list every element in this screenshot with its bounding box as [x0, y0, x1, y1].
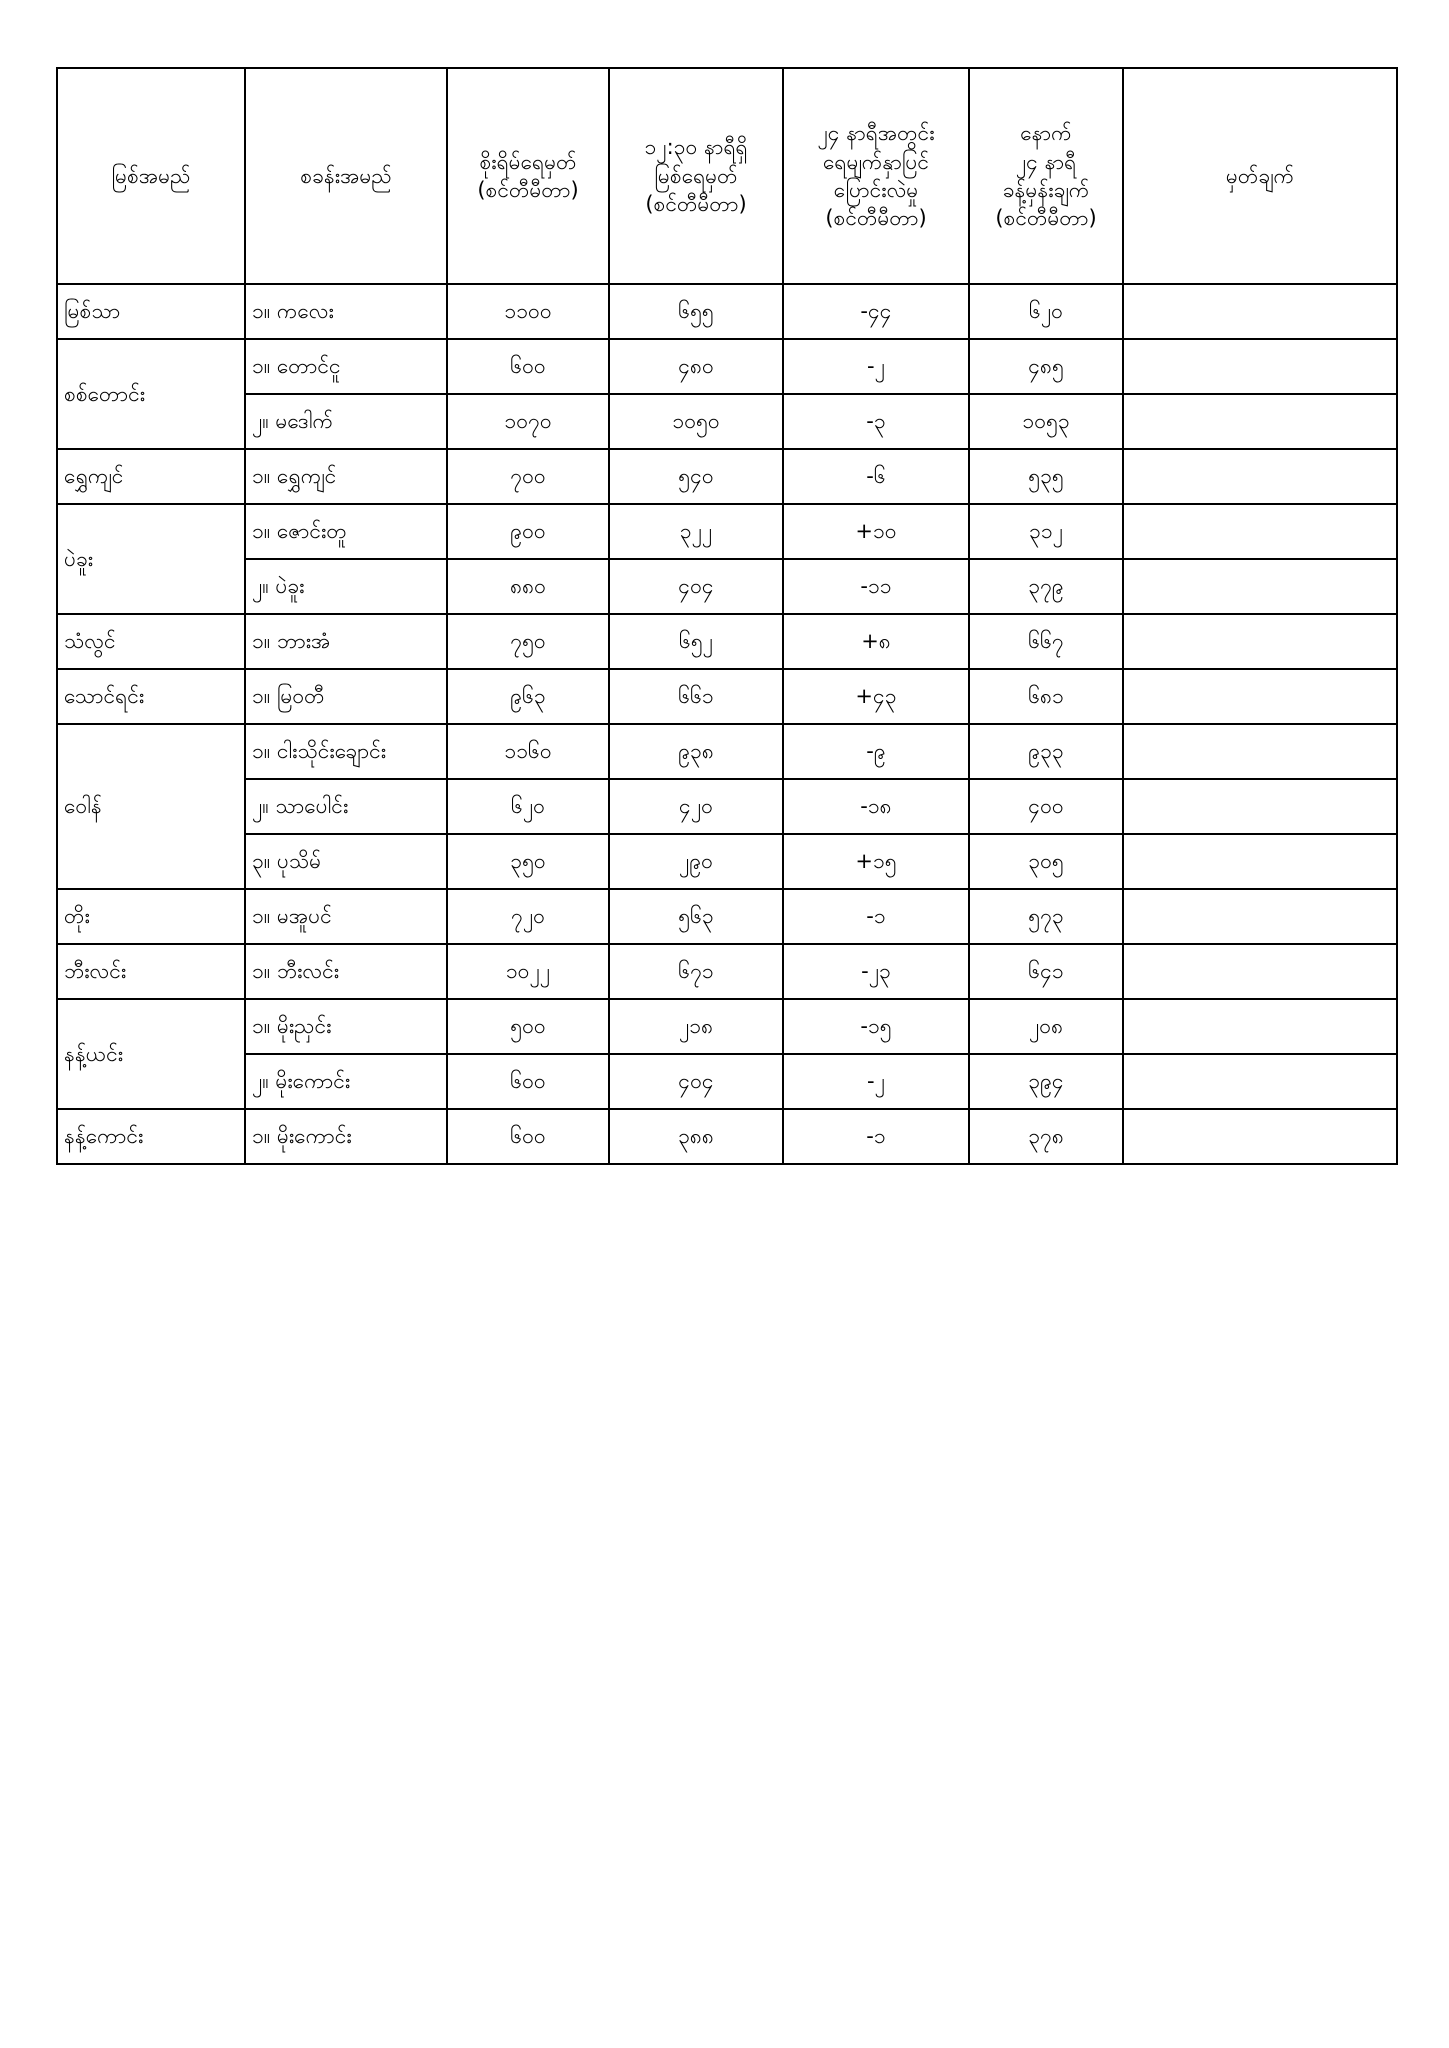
danger-level: ၉၆၃	[447, 669, 609, 724]
forecast-level: ၆၈၁	[969, 669, 1123, 724]
remark	[1123, 394, 1397, 449]
station-name: ၁။ ဘီးလင်း	[245, 944, 447, 999]
table-row	[57, 669, 1397, 724]
station-name: ၁။ ဇောင်းတူ	[245, 504, 447, 559]
river-name: ဝေါန်	[57, 724, 245, 889]
danger-level: ၁၁၆၀	[447, 724, 609, 779]
current-level: ၅၆၃	[609, 889, 783, 944]
table-row	[57, 1054, 1397, 1109]
table-row	[57, 724, 1397, 779]
station-name: ၂။ သာပေါင်း	[245, 779, 447, 834]
remark	[1123, 889, 1397, 944]
level-change: -၂	[783, 1054, 969, 1109]
station-name: ၁။ ကလေး	[245, 284, 447, 339]
river-name: သောင်ရင်း	[57, 669, 245, 724]
remark	[1123, 999, 1397, 1054]
table-row	[57, 1109, 1397, 1164]
station-name: ၁။ တောင်ငူ	[245, 339, 447, 394]
remark	[1123, 1054, 1397, 1109]
forecast-level: ၃၇၉	[969, 559, 1123, 614]
table-row	[57, 614, 1397, 669]
header-station: စခန်းအမည်	[245, 68, 447, 284]
level-change: -၃	[783, 394, 969, 449]
level-change: -၁၈	[783, 779, 969, 834]
forecast-level: ၆၄၁	[969, 944, 1123, 999]
remark	[1123, 779, 1397, 834]
remark	[1123, 834, 1397, 889]
current-level: ၄၀၄	[609, 1054, 783, 1109]
forecast-level: ၆၂၀	[969, 284, 1123, 339]
table-row	[57, 889, 1397, 944]
level-change: -၁၁	[783, 559, 969, 614]
current-level: ၂၉၀	[609, 834, 783, 889]
table-row	[57, 339, 1397, 394]
danger-level: ၆၀၀	[447, 1054, 609, 1109]
station-name: ၁။ ဘားအံ	[245, 614, 447, 669]
river-level-table	[56, 67, 1398, 1165]
remark	[1123, 449, 1397, 504]
level-change: -၁	[783, 1109, 969, 1164]
danger-level: ၈၈၀	[447, 559, 609, 614]
header-danger-level: စိုးရိမ်ရေမှတ် (စင်တီမီတာ)	[447, 68, 609, 284]
station-name: ၁။ မိုးညှင်း	[245, 999, 447, 1054]
table-row	[57, 449, 1397, 504]
river-name: ရွှေကျင်	[57, 449, 245, 504]
forecast-level: ၃၁၂	[969, 504, 1123, 559]
current-level: ၄၀၄	[609, 559, 783, 614]
danger-level: ၁၀၂၂	[447, 944, 609, 999]
current-level: ၆၆၁	[609, 669, 783, 724]
danger-level: ၅၀၀	[447, 999, 609, 1054]
forecast-level: ၅၃၅	[969, 449, 1123, 504]
station-name: ၁။ ငါးသိုင်းချောင်း	[245, 724, 447, 779]
forecast-level: ၄၀၀	[969, 779, 1123, 834]
level-change: -၁	[783, 889, 969, 944]
remark	[1123, 339, 1397, 394]
danger-level: ၆၂၀	[447, 779, 609, 834]
remark	[1123, 944, 1397, 999]
current-level: ၂၁၈	[609, 999, 783, 1054]
station-name: ၁။ မြဝတီ	[245, 669, 447, 724]
table-row	[57, 504, 1397, 559]
forecast-level: ၂၀၈	[969, 999, 1123, 1054]
header-24h-forecast: နောက် ၂၄ နာရီ ခန့်မှန်းချက် (စင်တီမီတာ)	[969, 68, 1123, 284]
level-change: -၁၅	[783, 999, 969, 1054]
current-level: ၃၂၂	[609, 504, 783, 559]
current-level: ၅၄၀	[609, 449, 783, 504]
forecast-level: ၆၆၇	[969, 614, 1123, 669]
forecast-level: ၃၉၄	[969, 1054, 1123, 1109]
level-change: +၄၃	[783, 669, 969, 724]
table-row	[57, 559, 1397, 614]
station-name: ၁။ မအူပင်	[245, 889, 447, 944]
danger-level: ၁၁၀၀	[447, 284, 609, 339]
station-name: ၁။ ရွှေကျင်	[245, 449, 447, 504]
table-row	[57, 944, 1397, 999]
remark	[1123, 669, 1397, 724]
remark	[1123, 614, 1397, 669]
forecast-level: ၅၇၃	[969, 889, 1123, 944]
danger-level: ၇၂၀	[447, 889, 609, 944]
remark	[1123, 724, 1397, 779]
remark	[1123, 284, 1397, 339]
forecast-level: ၃၀၅	[969, 834, 1123, 889]
level-change: +၁၅	[783, 834, 969, 889]
table-row	[57, 999, 1397, 1054]
danger-level: ၃၅၀	[447, 834, 609, 889]
river-name: သံလွင်	[57, 614, 245, 669]
level-change: -၄၄	[783, 284, 969, 339]
remark	[1123, 504, 1397, 559]
station-name: ၂။ မိုးကောင်း	[245, 1054, 447, 1109]
river-name: ပဲခူး	[57, 504, 245, 614]
danger-level: ၆၀၀	[447, 1109, 609, 1164]
remark	[1123, 559, 1397, 614]
header-river: မြစ်အမည်	[57, 68, 245, 284]
header-24h-change: ၂၄ နာရီအတွင်း ရေမျက်နှာပြင် ပြောင်းလဲမှု (စင်တီမီတာ)	[783, 68, 969, 284]
current-level: ၆၅၂	[609, 614, 783, 669]
current-level: ၆၅၅	[609, 284, 783, 339]
danger-level: ၆၀၀	[447, 339, 609, 394]
current-level: ၄၈၀	[609, 339, 783, 394]
level-change: -၂	[783, 339, 969, 394]
station-name: ၂။ မဒေါက်	[245, 394, 447, 449]
current-level: ၆၇၁	[609, 944, 783, 999]
level-change: +၁၀	[783, 504, 969, 559]
river-name: စစ်တောင်း	[57, 339, 245, 449]
station-name: ၁။ မိုးကောင်း	[245, 1109, 447, 1164]
danger-level: ၇၀၀	[447, 449, 609, 504]
river-name: ဘီးလင်း	[57, 944, 245, 999]
river-name: နန့်ကောင်း	[57, 1109, 245, 1164]
table-row	[57, 284, 1397, 339]
table-row	[57, 779, 1397, 834]
header-remarks: မှတ်ချက်	[1123, 68, 1397, 284]
current-level: ၁၀၅၀	[609, 394, 783, 449]
danger-level: ၇၅၀	[447, 614, 609, 669]
forecast-level: ၁၀၅၃	[969, 394, 1123, 449]
level-change: -၉	[783, 724, 969, 779]
header-current-level: ၁၂:၃၀ နာရီရှိ မြစ်ရေမှတ် (စင်တီမီတာ)	[609, 68, 783, 284]
forecast-level: ၄၈၅	[969, 339, 1123, 394]
current-level: ၉၃၈	[609, 724, 783, 779]
remark	[1123, 1109, 1397, 1164]
level-change: +၈	[783, 614, 969, 669]
current-level: ၃၈၈	[609, 1109, 783, 1164]
table-row	[57, 834, 1397, 889]
river-name: တိုး	[57, 889, 245, 944]
forecast-level: ၉၃၃	[969, 724, 1123, 779]
river-name: နန့်ယင်း	[57, 999, 245, 1109]
station-name: ၂။ ပဲခူး	[245, 559, 447, 614]
danger-level: ၁၀၇၀	[447, 394, 609, 449]
table-row	[57, 394, 1397, 449]
forecast-level: ၃၇၈	[969, 1109, 1123, 1164]
current-level: ၄၂၀	[609, 779, 783, 834]
header-row	[57, 68, 1397, 284]
level-change: -၂၃	[783, 944, 969, 999]
river-name: မြစ်သာ	[57, 284, 245, 339]
station-name: ၃။ ပုသိမ်	[245, 834, 447, 889]
danger-level: ၉၀၀	[447, 504, 609, 559]
level-change: -၆	[783, 449, 969, 504]
